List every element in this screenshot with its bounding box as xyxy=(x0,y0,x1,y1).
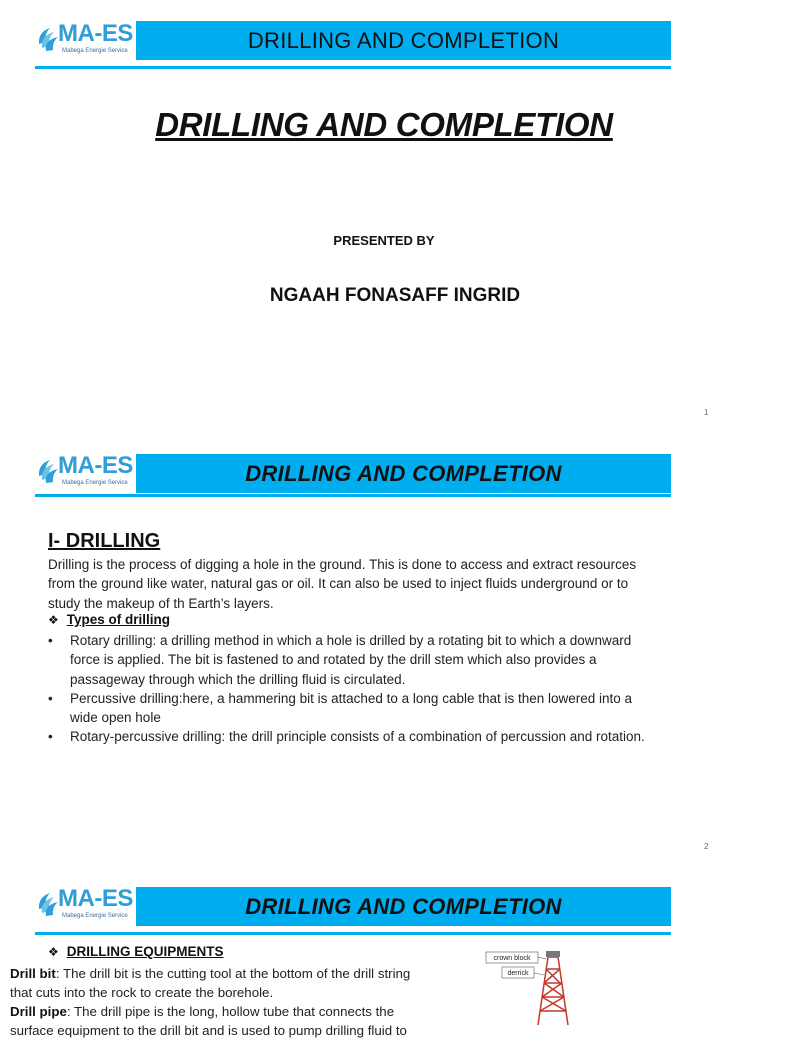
logo-brand-text: MA-ES xyxy=(58,885,133,912)
company-logo xyxy=(36,885,134,925)
presented-by-label: PRESENTED BY xyxy=(333,233,435,248)
slide-1 xyxy=(0,0,768,432)
list-item-text: Rotary drilling: a drilling method in which a hole is drilled by a rotating bit to which a downward force is applied. The bit is fastened to and rotated by the drill stem which also provides a passageway through which the drilling fluid is circulated. xyxy=(70,633,632,687)
equipments-heading-text: DRILLING EQUIPMENTS xyxy=(66,944,224,959)
page-number: 1 xyxy=(704,408,709,417)
slide-3 xyxy=(0,865,768,1038)
header-title: DRILLING AND COMPLETION xyxy=(245,893,562,919)
presentation-title: DRILLING AND COMPLETION xyxy=(155,106,613,143)
logo-subtitle: Mabega Energie Service xyxy=(62,913,128,919)
drilling-intro: Drilling is the process of digging a hole in the ground. This is done to access and extract resources from the ground like water, natural gas or oil. It can also be used to inject fluids underground or to study the makeup of th Earth’s layers. xyxy=(48,557,637,611)
equipment-descriptions xyxy=(10,964,414,1040)
header-band xyxy=(136,21,671,60)
section-title: I- DRILLING xyxy=(48,530,161,552)
equipment-desc: : The drill bit is the cutting tool at the bottom of the drill string that cuts into the rock to create the borehole. xyxy=(10,966,411,1000)
logo-subtitle: Mabega Energie Service xyxy=(62,48,128,54)
equipment-item xyxy=(10,964,414,1002)
label-crown-block: crown block xyxy=(493,955,531,962)
list-item-text: Rotary-percussive drilling: the drill principle consists of a combination of percussion and rotation. xyxy=(70,729,645,745)
author-name: NGAAH FONASAFF INGRID xyxy=(269,285,521,306)
header-title: DRILLING AND COMPLETION xyxy=(245,460,562,486)
list-item-text: Percussive drilling:here, a hammering bit is attached to a long cable that is then lowered into a wide open hole xyxy=(70,690,633,726)
bullet-dot-icon: • xyxy=(48,690,53,706)
equipments-heading xyxy=(48,944,224,959)
header-title: DRILLING AND COMPLETION xyxy=(247,27,560,53)
derrick-tower xyxy=(538,957,568,1025)
drilling-rig-diagram xyxy=(466,945,606,1025)
page-number: 2 xyxy=(704,842,709,851)
header-divider xyxy=(35,932,671,935)
list-item xyxy=(48,631,658,689)
header-divider xyxy=(35,66,671,69)
logo-brand-text: MA-ES xyxy=(58,452,133,479)
bullet-dot-icon: • xyxy=(48,729,53,745)
header-divider xyxy=(35,494,671,497)
equipment-term: Drill bit xyxy=(10,966,56,981)
equipment-term: Drill pipe xyxy=(10,1004,67,1019)
logo-subtitle: Mabega Energie Service xyxy=(62,480,128,486)
header-band xyxy=(136,887,671,926)
slide-2 xyxy=(0,432,768,865)
company-logo xyxy=(36,452,134,492)
types-heading xyxy=(48,612,170,627)
list-item xyxy=(48,689,658,728)
types-heading-text: Types of drilling xyxy=(66,612,171,627)
list-item xyxy=(48,727,658,746)
equipment-item xyxy=(10,1002,414,1040)
company-logo xyxy=(36,20,134,60)
drilling-types-list xyxy=(48,631,658,747)
diamond-bullet-icon: ❖ xyxy=(48,944,59,959)
label-derrick: derrick xyxy=(507,970,529,977)
equipment-desc: : The drill pipe is the long, hollow tube that connects the surface equipment to the drill bit and is used to pump drilling fluid to xyxy=(10,1004,407,1038)
bullet-dot-icon: • xyxy=(48,633,53,648)
header-band xyxy=(136,454,671,493)
logo-brand-text: MA-ES xyxy=(58,20,133,47)
diamond-bullet-icon: ❖ xyxy=(48,612,59,627)
